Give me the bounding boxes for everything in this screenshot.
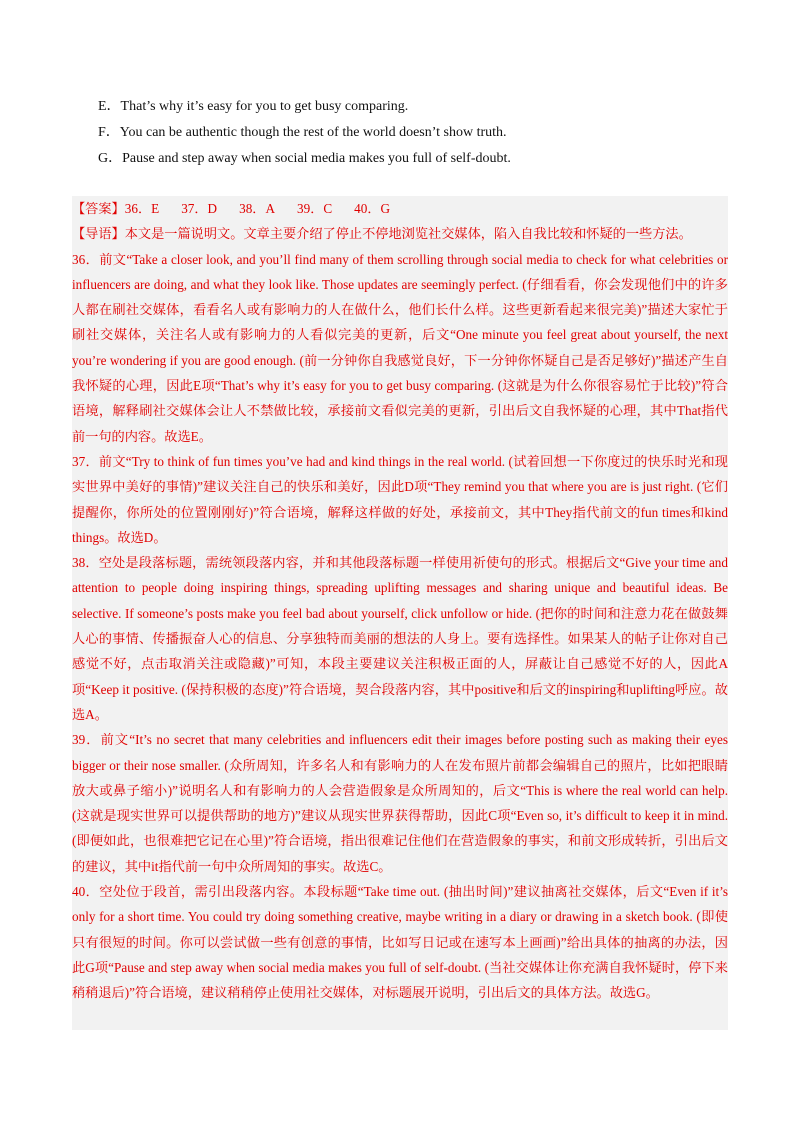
option-e: E．That’s why it’s easy for you to get busy comparing. bbox=[98, 99, 409, 114]
answer-item: 36．E bbox=[124, 201, 160, 216]
guide-paragraph: 【导语】本文是一篇说明文。文章主要介绍了停止不停地浏览社交媒体，陷入自我比较和怀疑的一些方法。 bbox=[72, 226, 692, 242]
answer-item: 39．C bbox=[297, 201, 333, 216]
option-g: G．Pause and step away when social media makes you full of self-doubt. bbox=[98, 151, 511, 166]
explanation-38: 38．空处是段落标题，需统领段落内容，并和其他段落标题一样使用祈使句的形式。根据后文“Give your time and attention to people doing inspiring things, spreading uplifting messages and sharing unique and beautiful ideas. Be selective. If someone’s posts make you feel bad about yourself, click unfollow or hide. (把你的时间和注意力花在做鼓舞人心的事情、传播振奋人心的信息、分享独特而美丽的想法的人身上。要有选择性。如果某人的帖子让你对自己感觉不好，点击取消关注或隐藏)”可知，本段主要建议关注积极正面的人，屏蔽让自己感觉不好的人，因此A项“Keep it positive. (保持积极的态度)”符合语境，契合段落内容，其中positive和后文的inspiring和uplifting呼应。故选A。 bbox=[72, 555, 728, 722]
option-f: F．You can be authentic though the rest of the world doesn’t show truth. bbox=[98, 125, 507, 140]
option-list bbox=[98, 94, 738, 172]
explanation-40: 40．空处位于段首，需引出段落内容。本段标题“Take time out. (抽出时间)”建议抽离社交媒体，后文“Even if it’s only for a short time. You could try doing something creative, maybe writing in a diary or drawing in a sketch book. (即使只有很短的时间。你可以尝试做一些有创意的事情，比如写日记或在速写本上画画)”给出具体的抽离的办法，因此G项“Pause and step away when social media makes you full of self-doubt. (当社交媒体让你充满自我怀疑时，停下来稍稍退后)”符合语境，建议稍稍停止使用社交媒体，对标题展开说明，引出后文的具体方法。故选G。 bbox=[72, 884, 728, 1001]
answer-item: 37．D bbox=[181, 201, 218, 216]
answer-line bbox=[72, 196, 728, 221]
answer-label: 【答案】 bbox=[72, 201, 125, 216]
explanation-37: 37．前文“Try to think of fun times you’ve had and kind things in the real world. (试着回想一下你度过的快乐时光和现实世界中美好的事情)”建议关注自己的快乐和美好，因此D项“They remind you that where you are is just right. (它们提醒你，你所处的位置刚刚好)”符合语境，解释这样做的好处，承接前文，其中They指代前文的fun times和kind things。故选D。 bbox=[72, 453, 728, 545]
answer-explanation-block bbox=[72, 196, 728, 1030]
answer-item: 40．G bbox=[354, 201, 391, 216]
answer-item: 38．A bbox=[239, 201, 275, 216]
explanation-39: 39．前文“It’s no secret that many celebrities and influencers edit their images before posting such as making their eyes bigger or their nose smaller. (众所周知，许多名人和有影响力的人在发布照片前都会编辑自己的照片，比如把眼睛放大或鼻子缩小)”说明名人和有影响力的人会营造假象是众所周知的，后文“This is where the real world can help. (这就是现实世界可以提供帮助的地方)”建议从现实世界获得帮助，因此C项“Even so, it’s difficult to keep it in mind. (即便如此，也很难把它记在心里)”符合语境，指出很难记住他们在营造假象的事实，和前文形成转折，引出后文的建议，其中it指代前一句中众所周知的事实。故选C。 bbox=[72, 732, 728, 874]
explanation-36: 36．前文“Take a closer look, and you’ll find many of them scrolling through social media to check for what celebrities or influencers are doing, and what they look like. Those updates are seemingly perfect. (仔细看看，你会发现他们中的许多人都在刷社交媒体，看看名人或有影响力的人在做什么，他们长什么样。这些更新看起来很完美)”描述大家忙于刷社交媒体，关注名人或有影响力的人看似完美的更新，后文“One minute you feel great about yourself, the next you’re wondering if you are good enough. (前一分钟你自我感觉良好，下一分钟你怀疑自己是否足够好)”描述产生自我怀疑的心理，因此E项“That’s why it’s easy for you to get busy comparing. (这就是为什么你很容易忙于比较)”符合语境，解释刷社交媒体会让人不禁做比较，承接前文看似完美的更新，引出后文自我怀疑的心理，其中That指代前一句的内容。故选E。 bbox=[72, 251, 728, 444]
